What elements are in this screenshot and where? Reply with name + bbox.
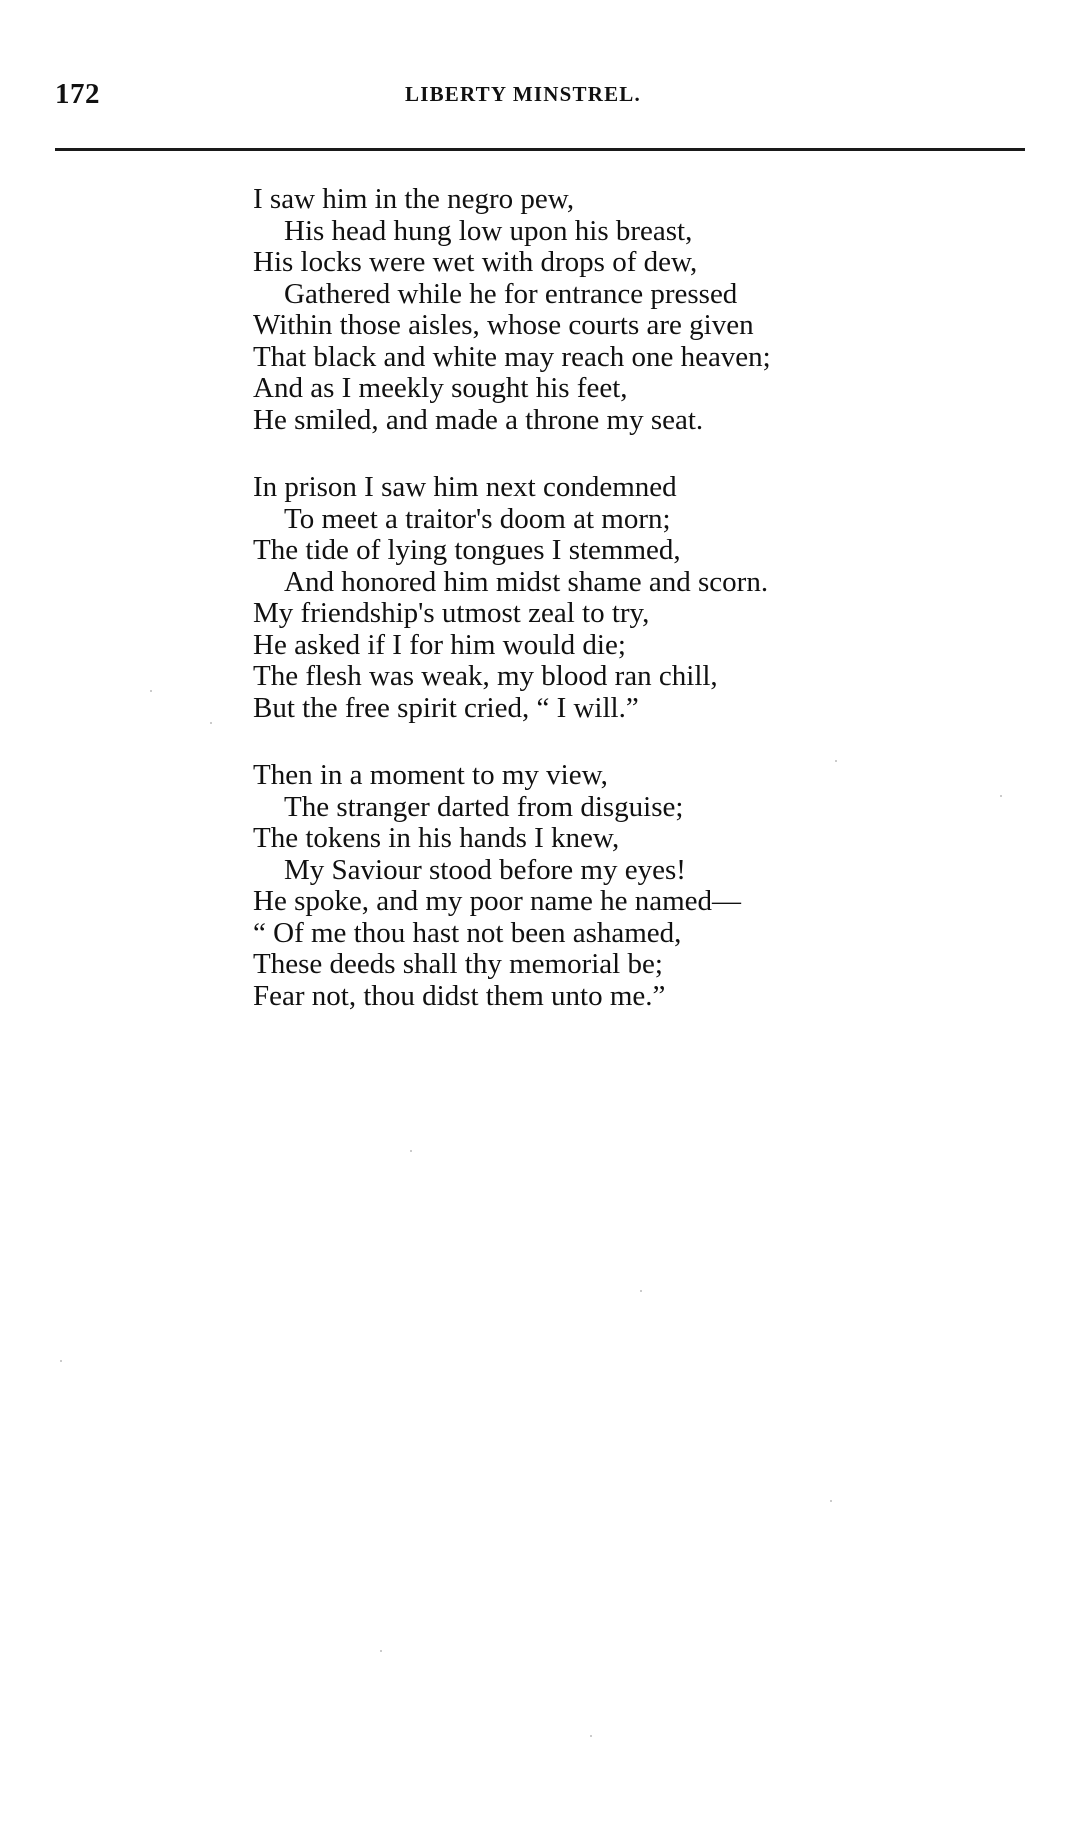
poem-line: And as I meekly sought his feet,: [253, 372, 628, 404]
poem: [253, 184, 913, 1048]
poem-line: He asked if I for him would die;: [253, 628, 626, 661]
poem-line: But the free spirit cried, “ I will.”: [253, 691, 639, 724]
poem-line: The flesh was weak, my blood ran chill,: [253, 660, 718, 692]
poem-line: My Saviour stood before my eyes!: [284, 853, 686, 886]
paper-speck: [590, 1735, 592, 1737]
poem-line: Gathered while he for entrance pressed: [284, 277, 738, 310]
paper-speck: [835, 760, 837, 762]
poem-line: The tokens in his hands I knew,: [253, 822, 620, 854]
poem-line: The tide of lying tongues I stemmed,: [253, 534, 681, 566]
poem-line: Fear not, thou didst them unto me.”: [253, 979, 666, 1012]
header-rule: [55, 148, 1025, 151]
stanza-2: [253, 472, 913, 724]
poem-line: He smiled, and made a throne my seat.: [253, 403, 704, 436]
poem-line: In prison I saw him next condemned: [253, 471, 677, 503]
paper-speck: [210, 722, 212, 724]
poem-line: He spoke, and my poor name he named—: [253, 885, 742, 917]
page-header: [55, 78, 1025, 118]
poem-line: Then in a moment to my view,: [253, 759, 608, 791]
poem-line: That black and white may reach one heaven;: [253, 340, 771, 373]
paper-speck: [640, 1290, 642, 1292]
stanza-3: [253, 760, 913, 1012]
stanza-1: [253, 184, 913, 436]
poem-line: The stranger darted from disguise;: [284, 790, 684, 823]
poem-line: And honored him midst shame and scorn.: [284, 565, 769, 598]
poem-line: I saw him in the negro pew,: [253, 183, 575, 215]
paper-speck: [410, 1150, 412, 1152]
poem-line: “ Of me thou hast not been ashamed,: [253, 916, 682, 949]
paper-speck: [830, 1500, 832, 1502]
page-number: 172: [55, 78, 100, 110]
poem-line: His head hung low upon his breast,: [284, 214, 693, 247]
poem-line: My friendship's utmost zeal to try,: [253, 597, 650, 629]
poem-line: To meet a traitor's doom at morn;: [284, 502, 671, 535]
running-title: LIBERTY MINSTREL.: [405, 82, 641, 106]
paper-speck: [150, 690, 152, 692]
poem-line: These deeds shall thy memorial be;: [253, 948, 663, 980]
poem-line: His locks were wet with drops of dew,: [253, 246, 698, 278]
paper-speck: [60, 1360, 62, 1362]
paper-speck: [1000, 795, 1002, 797]
poem-line: Within those aisles, whose courts are given: [253, 309, 754, 341]
paper-speck: [380, 1650, 382, 1652]
